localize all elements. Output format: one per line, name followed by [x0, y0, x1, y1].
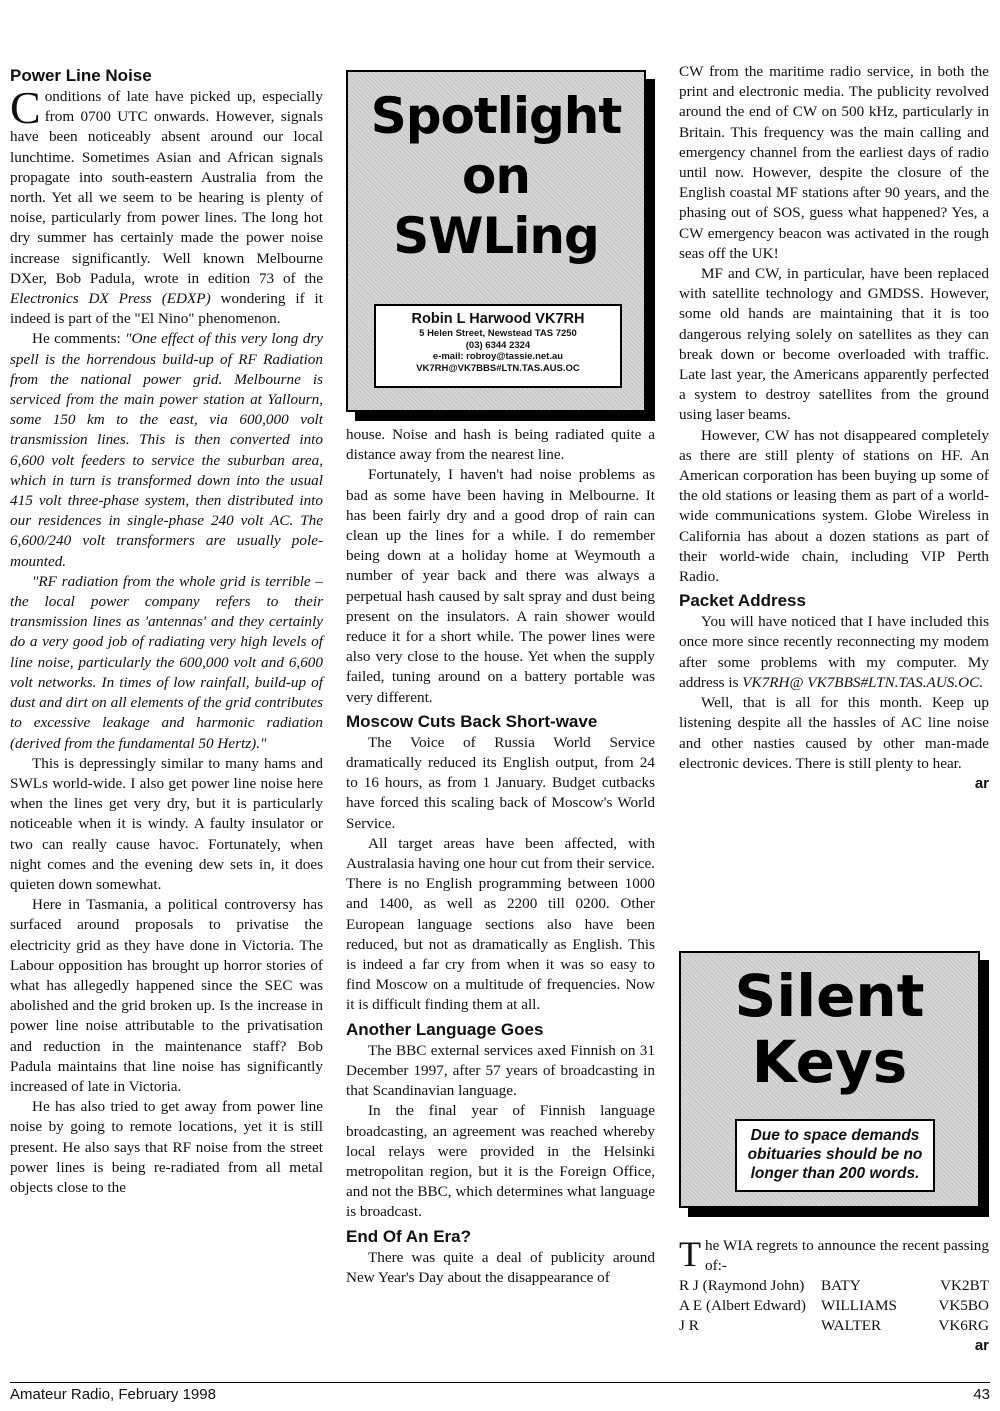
footer-rule — [10, 1382, 990, 1383]
paragraph-cw-not-disappeared: However, CW has not disappeared completely as there are still plenty of stations on HF. An American corporation has been buying up some of the old stations or leasing them as part of a world-wide communications system. Globe Wireless in California has about a dozen stations as part of their world-wide chain, including VIP Perth Radio. — [679, 426, 989, 586]
spotlight-title-line1: Spotlight — [370, 87, 622, 145]
paragraph-conditions: Conditions of late have picked up, especially from 0700 UTC onwards. However, signals have been noticeably absent around our local lunchtime. Sometimes Asian and African signals propagate into south-eastern Australia from the north. Yet all we seem to be hearing is plenty of noise, particularly from power lines. The long hot dry summer has certainly made the power noise increase significantly. Well known Melbourne DXer, Bob Padula, wrote in edition 73 of the Electronics DX Press (EDXP) wondering if it indeed is part of the "El Nino" phenomenon. — [10, 82, 323, 328]
dropcap-c: C — [10, 82, 41, 133]
heading-moscow: Moscow Cuts Back Short-wave — [346, 711, 598, 731]
spotlight-title-line3: SWLing — [393, 207, 599, 265]
column-1 — [10, 62, 323, 1198]
heading-end-of-era: End Of An Era? — [346, 1226, 471, 1246]
heading-packet-address: Packet Address — [679, 591, 806, 611]
paragraph-house-noise: house. Noise and hash is being radiated quite a distance away from the nearest line. — [346, 426, 655, 464]
heading-power-line-noise: Power Line Noise — [10, 66, 152, 85]
column-3 — [679, 62, 989, 794]
column-2 — [346, 425, 655, 1288]
paragraph-cw-maritime: CW from the maritime radio service, in both the print and electronic media. The publicity revolved around the end of CW on 500 kHz, particularly in Britain. This frequency was the main calling and emergency channel from the earliest days of radio until now. However, despite the closure of the English coastal MF stations after 90 years, and the phasing out of SOS, guess what happened? Yes, a CW emergency beacon was activated in the rough seas off the UK! — [679, 63, 989, 262]
paragraph-comments: He comments: "One effect of this very long dry spell is the horrendous build-up of RF Radiation from the national power grid. Melbourne is serviced from the main power station at Yallourn, some 150 km to the east, via 600,000 volt transmission lines. This is then converted into 6,600 volt feeders to service the suburban area, which in turn is transformed down into the usual 415 volt three-phase system, then distributed into our residences in single-phase 240 volt AC. The 6,600/240 volt transformers are usually pole-mounted. — [10, 330, 323, 570]
spotlight-box — [346, 70, 646, 412]
end-mark: ar — [974, 774, 989, 792]
obituary-notice: Due to space demands obituaries should be no longer than 200 words. — [735, 1119, 935, 1192]
paragraph-closing: Well, that is all for this month. Keep up listening despite all the hassles of AC line noise and other nasties caused by other man-made electronic devices. There is still plenty to hear. ar — [679, 693, 989, 774]
paragraph-final-year: In the final year of Finnish language broadcasting, an agreement was reached whereby local relays were provided in the Helsinki metropolitan region, but it is the Foreign Office, and not the BBC, which determines what language is broadcast. — [346, 1102, 655, 1221]
silent-keys-title-line2: Keys — [751, 1028, 908, 1096]
author-name: Robin L Harwood VK7RH — [411, 311, 585, 327]
paragraph-mf-cw: MF and CW, in particular, have been replaced with satellite technology and GMDSS. However, some old hands are maintaining that it is too dangerous relying solely on satellites as they can break down or become overloaded with traffic. Late last year, the Americans apparently perfected a system to destroy satellites from the ground using laser beams. — [679, 265, 989, 424]
silent-key-entry: A E (Albert Edward) WILLIAMS VK5BO — [679, 1297, 989, 1315]
page-number: 43 — [973, 1386, 990, 1403]
author-address: 5 Helen Street, Newstead TAS 7250 — [419, 328, 577, 339]
author-phone: (03) 6344 2324 — [465, 339, 531, 351]
paragraph-fortunately: Fortunately, I haven't had noise problems as bad as some have been having in Melbourne. It has been fairly dry and a good drop of rain can clean up the lines for a while. I do remember being down at a holiday home at Weymouth a number of year back and there was always a perpetual hash caused by salt spray and dust being present on the insulators. A rain shower would reduce it for a short while. The power lines were also very close to the house. Yet when the supply failed, tuning around on a battery portable was very different. — [346, 466, 655, 706]
silent-keys-box — [679, 951, 980, 1208]
paragraph-packet: You will have noticed that I have included this once more since recently reconnecting my modem after some problems with my computer. My address is VK7RH@ VK7BBS#LTN.TAS.AUS.OC. — [679, 613, 989, 691]
author-packet: VK7RH@VK7BBS#LTN.TAS.AUS.OC — [416, 362, 580, 374]
paragraph-voice-of-russia: The Voice of Russia World Service dramatically reduced its English output, from 24 to 16 hours, as from 1 January. Budget cutbacks have forced this scaling back of Moscow's World Service. — [346, 733, 655, 832]
paragraph-depressingly: This is depressingly similar to many hams and SWLs world-wide. I also get power line noise here when the lines get very dry, but it is particularly noticeable when it is windy. A faulty insulator or two can really cause havoc. Fortunately, when night comes and the evening dew sets in, it does quieten down somewhat. — [10, 754, 323, 893]
footer-publication: Amateur Radio, February 1998 — [10, 1386, 216, 1403]
paragraph-rf-radiation: "RF radiation from the whole grid is terrible – the local power company refers to their transmission lines as 'antennas' and they certainly do a very good job of radiating very high levels of line noise, particularly the 600,000 volt and 6,600 volt networks. In times of low rainfall, build-up of dust and dirt on all elements of the grid contributes to excessive leakage and harmonic radiation (derived from the fundamental 50 Hertz)." — [10, 572, 323, 752]
paragraph-publicity: There was quite a deal of publicity around New Year's Day about the disappearance of — [346, 1248, 655, 1286]
silent-key-entry: R J (Raymond John) BATY VK2BT — [679, 1277, 989, 1295]
paragraph-remote-locations: He has also tried to get away from power line noise by going to remote locations, yet it is still present. He also says that RF noise from the street power lines is being re-radiated from all metal objects close to the — [10, 1098, 323, 1196]
spotlight-title-line2: on — [462, 147, 530, 205]
silent-key-entry: J R WALTER VK6RG — [679, 1317, 989, 1335]
wia-announcement — [679, 1236, 989, 1356]
paragraph-tasmania: Here in Tasmania, a political controversy has surfaced around proposals to privatise the electricity grid as they have done in Victoria. The Labour opposition has brought up horror stories of what has allegedly happened since the SEC was abolished and the grid broken up. Is the increase in power line noise attributable to the privatisation and reduction in the maintenance staff? Bob Padula maintains that line noise has significantly increased of late in Victoria. — [10, 896, 323, 1095]
end-mark: ar — [974, 1337, 989, 1355]
paragraph-bbc-finnish: The BBC external services axed Finnish on 31 December 1997, after 57 years of broadcasting in that Scandinavian language. — [346, 1041, 655, 1100]
heading-another-language: Another Language Goes — [346, 1019, 544, 1039]
silent-keys-title-line1: Silent — [734, 962, 925, 1030]
wia-intro: The WIA regrets to announce the recent passing of:- — [679, 1234, 989, 1275]
dropcap-t: T — [679, 1234, 701, 1274]
author-email: e-mail: robroy@tassie.net.au — [432, 351, 564, 362]
paragraph-target-areas: All target areas have been affected, with Australasia having one hour cut from their service. There is no English programming between 1000 and 1400, as well as 2200 till 0200. Other European language sections also have been reduced, but not as dramatically as English. This is indeed a far cry from when it was so easy to find Moscow on a multitude of frequencies. Now it is difficult finding them at all. — [346, 834, 655, 1014]
author-card — [374, 304, 622, 388]
